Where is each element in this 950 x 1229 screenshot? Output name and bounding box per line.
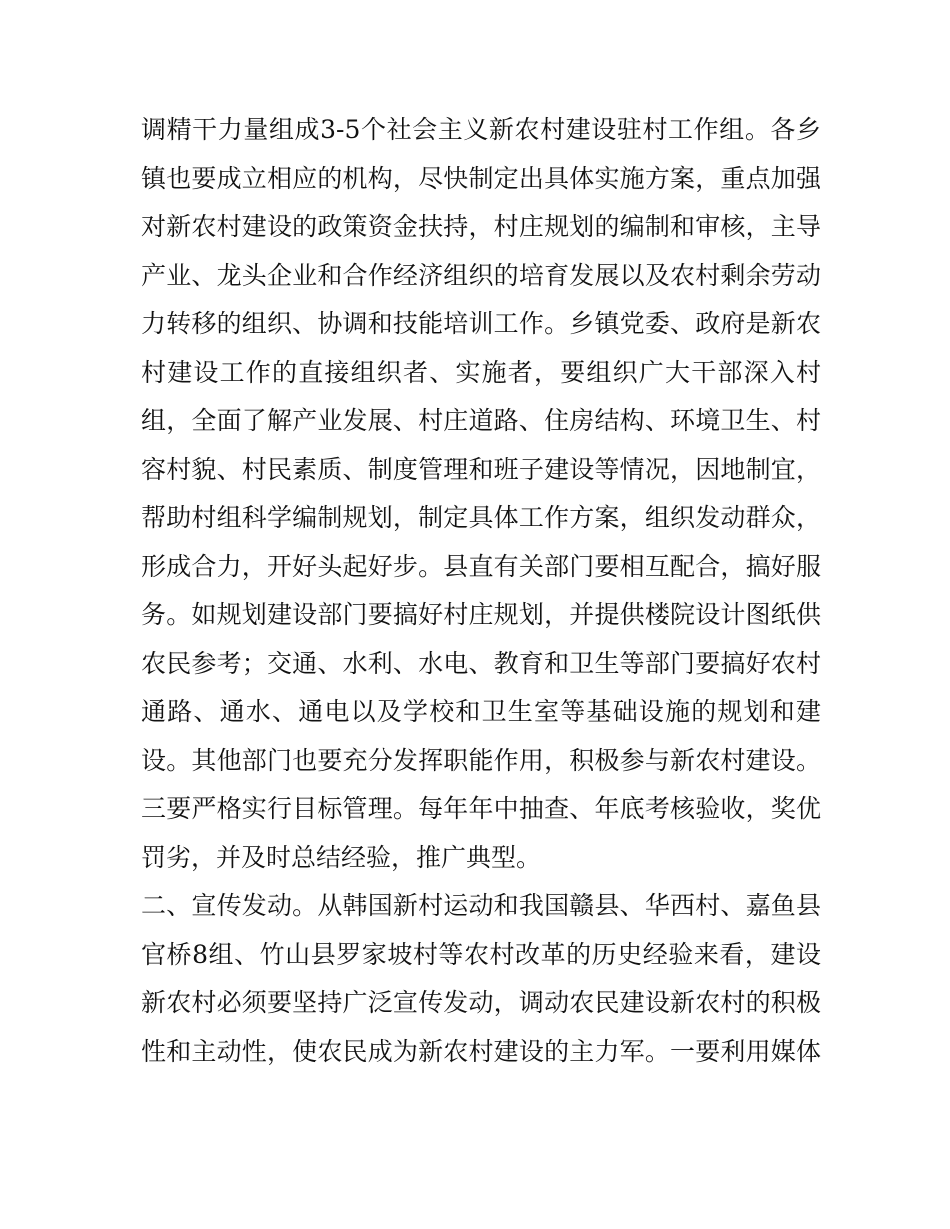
text-line: 村建设工作的直接组织者、实施者，要组织广大干部深入村 [141, 357, 821, 387]
text-line: 组，全面了解产业发展、村庄道路、住房结构、环境卫生、村 [141, 406, 821, 435]
body-text [141, 106, 821, 1076]
text-line: 农民参考；交通、水利、水电、教育和卫生等部门要搞好农村 [141, 648, 821, 678]
text-line: 性和主动性，使农民成为新农村建设的主力军。一要利用媒体 [141, 1036, 821, 1066]
text-line: 官桥8组、竹山县罗家坡村等农村改革的历史经验来看，建设 [141, 939, 821, 969]
text-line: 对新农村建设的政策资金扶持，村庄规划的编制和审核，主导 [141, 212, 821, 241]
text-line: 形成合力，开好头起好步。县直有关部门要相互配合，搞好服 [141, 551, 821, 581]
text-line: 新农村必须要坚持广泛宣传发动，调动农民建设新农村的积极 [141, 988, 821, 1017]
text-line: 务。如规划建设部门要搞好村庄规划，并提供楼院设计图纸供 [141, 600, 821, 629]
text-line: 罚劣，并及时总结经验，推广典型。 [141, 842, 542, 872]
text-line: 产业、龙头企业和合作经济组织的培育发展以及农村剩余劳动 [141, 260, 821, 290]
text-line: 容村貌、村民素质、制度管理和班子建设等情况，因地制宜， [141, 454, 821, 484]
text-line: 调精干力量组成3-5个社会主义新农村建设驻村工作组。各乡 [141, 115, 821, 144]
text-line: 力转移的组织、协调和技能培训工作。乡镇党委、政府是新农 [141, 309, 821, 338]
text-line: 三要严格实行目标管理。每年年中抽查、年底考核验收，奖优 [141, 794, 821, 823]
text-line: 镇也要成立相应的机构，尽快制定出具体实施方案，重点加强 [141, 163, 821, 193]
text-line: 通路、通水、通电以及学校和卫生室等基础设施的规划和建 [141, 697, 821, 726]
text-line: 设。其他部门也要充分发挥职能作用，积极参与新农村建设。 [141, 745, 821, 775]
text-line: 帮助村组科学编制规划，制定具体工作方案，组织发动群众， [141, 503, 821, 532]
text-line: 二、宣传发动。从韩国新村运动和我国赣县、华西村、嘉鱼县 [141, 891, 821, 920]
